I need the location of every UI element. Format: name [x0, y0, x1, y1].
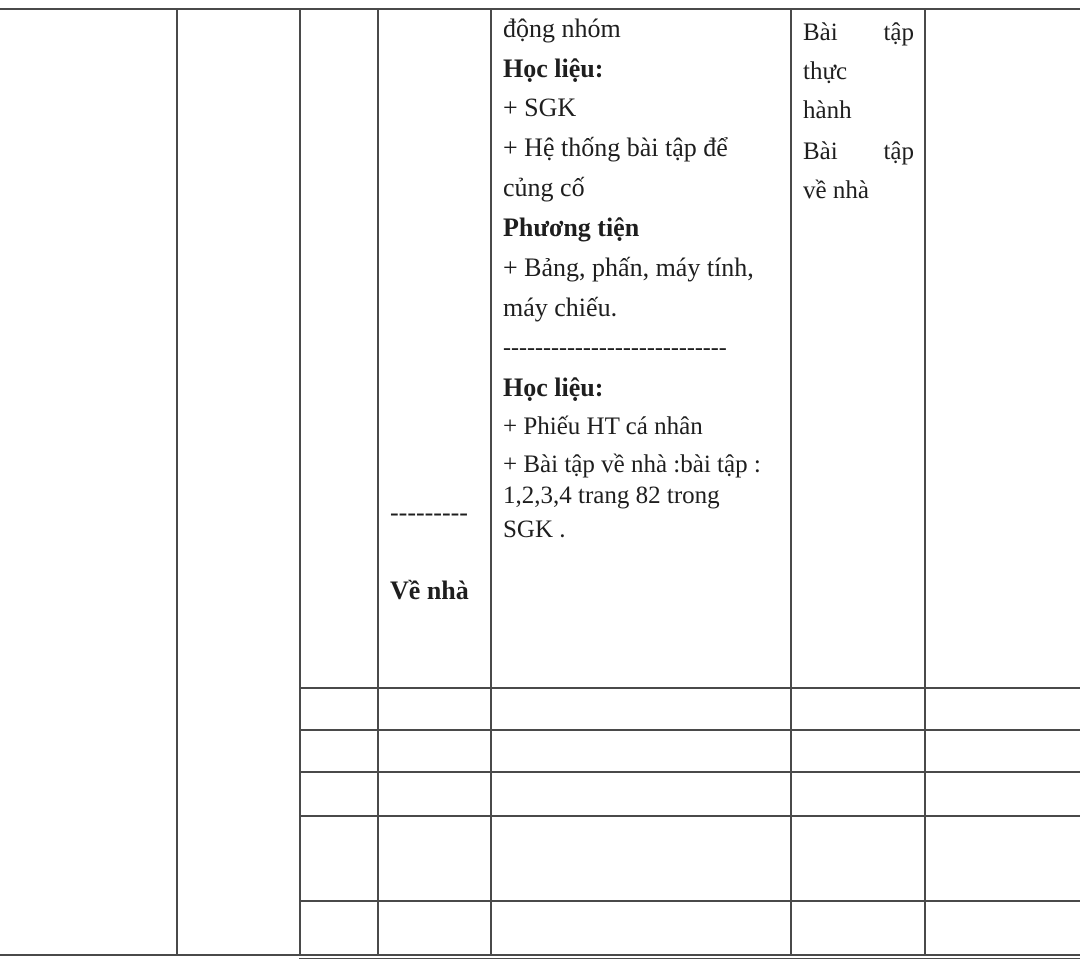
material-exercises-line-1: + Hệ thống bài tập để	[503, 133, 728, 162]
table-top-border	[0, 8, 1080, 10]
row-divider-1	[299, 687, 1080, 689]
group-activity-text: động nhóm	[503, 14, 621, 43]
column-divider-5	[790, 8, 792, 956]
column-divider-4	[490, 8, 492, 956]
material-exercises-line-2: củng cố	[503, 173, 585, 202]
home-activity-label: Về nhà	[390, 576, 469, 605]
materials-heading-homework: Học liệu:	[503, 373, 604, 402]
practice-line-2: thực	[803, 58, 848, 85]
material-sgk: + SGK	[503, 93, 577, 122]
table-bottom-border	[0, 954, 1080, 956]
homework-exercise-label	[803, 139, 914, 204]
equipment-line-1: + Bảng, phấn, máy tính,	[503, 253, 754, 282]
row-divider-4	[299, 815, 1080, 817]
equipment-line-2: máy chiếu.	[503, 293, 618, 322]
row-divider-3	[299, 771, 1080, 773]
column-divider-2	[299, 8, 301, 956]
homework-line-1: + Bài tập về nhà :bài tập :	[503, 451, 761, 478]
practice-line-1	[803, 20, 914, 46]
table-bottom-border-secondary	[299, 958, 1080, 959]
column-divider-3	[377, 8, 379, 956]
homework-word-2: tập	[883, 138, 914, 165]
practice-line-3: hành	[803, 97, 852, 124]
practice-word-1: Bài	[803, 19, 838, 46]
homework-line-3: SGK .	[503, 516, 566, 543]
section-separator: ----------------------------	[503, 335, 727, 361]
activity-dashes: ---------	[390, 498, 468, 527]
homework-line-2: 1,2,3,4 trang 82 trong	[503, 482, 720, 509]
homework-label-line-1	[803, 139, 914, 165]
row-divider-2	[299, 729, 1080, 731]
practice-exercise-label	[803, 20, 914, 124]
materials-heading: Học liệu:	[503, 54, 604, 83]
row-divider-5	[299, 900, 1080, 902]
homework-label-line-2: về nhà	[803, 177, 869, 204]
worksheet-item: + Phiếu HT cá nhân	[503, 413, 703, 440]
practice-word-2: tập	[883, 19, 914, 46]
homework-word-1: Bài	[803, 138, 838, 165]
column-divider-1	[176, 8, 178, 956]
column-divider-6	[924, 8, 926, 956]
equipment-heading: Phương tiện	[503, 213, 640, 242]
